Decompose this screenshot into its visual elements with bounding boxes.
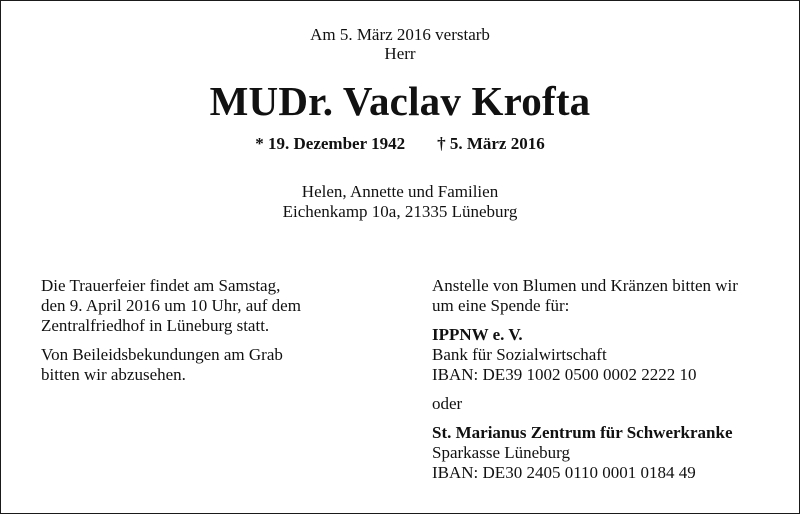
org2-bank: Sparkasse Lüneburg bbox=[432, 443, 571, 462]
funeral-info bbox=[41, 276, 381, 336]
family-address: Eichenkamp 10a, 21335 Lüneburg bbox=[282, 202, 518, 221]
org2-iban: IBAN: DE30 2405 0110 0001 0184 49 bbox=[432, 463, 696, 482]
condolences-note bbox=[41, 345, 381, 385]
org1-bank: Bank für Sozialwirtschaft bbox=[432, 345, 607, 364]
donation-intro bbox=[432, 276, 782, 316]
right-column bbox=[432, 276, 782, 492]
org1-name: IPPNW e. V. bbox=[432, 325, 523, 344]
funeral-line: Die Trauerfeier findet am Samstag, bbox=[41, 276, 281, 295]
life-dates bbox=[0, 134, 800, 154]
org2-name: St. Marianus Zentrum für Schwerkranke bbox=[432, 423, 733, 442]
org2-block bbox=[432, 423, 782, 483]
death-date: † 5. März 2016 bbox=[437, 134, 545, 153]
condolences-line: bitten wir abzusehen. bbox=[41, 365, 186, 384]
or-text: oder bbox=[432, 394, 463, 413]
org1-iban: IBAN: DE39 1002 0500 0002 2222 10 bbox=[432, 365, 697, 384]
funeral-line: den 9. April 2016 um 10 Uhr, auf dem bbox=[41, 296, 301, 315]
org1-block bbox=[432, 325, 782, 385]
donation-intro-line: um eine Spende für: bbox=[432, 296, 570, 315]
or-separator bbox=[432, 394, 782, 414]
intro-line-2: Herr bbox=[384, 44, 416, 63]
condolences-line: Von Beileidsbekundungen am Grab bbox=[41, 345, 283, 364]
family-block bbox=[0, 182, 800, 222]
left-column bbox=[41, 276, 381, 394]
intro-line-1: Am 5. März 2016 verstarb bbox=[310, 25, 490, 44]
donation-intro-line: Anstelle von Blumen und Kränzen bitten wir bbox=[432, 276, 738, 295]
deceased-name: MUDr. Vaclav Krofta bbox=[209, 78, 591, 124]
funeral-line: Zentralfriedhof in Lüneburg statt. bbox=[41, 316, 270, 335]
intro bbox=[0, 25, 800, 63]
birth-date: * 19. Dezember 1942 bbox=[255, 134, 406, 153]
family-names: Helen, Annette und Familien bbox=[301, 182, 499, 201]
